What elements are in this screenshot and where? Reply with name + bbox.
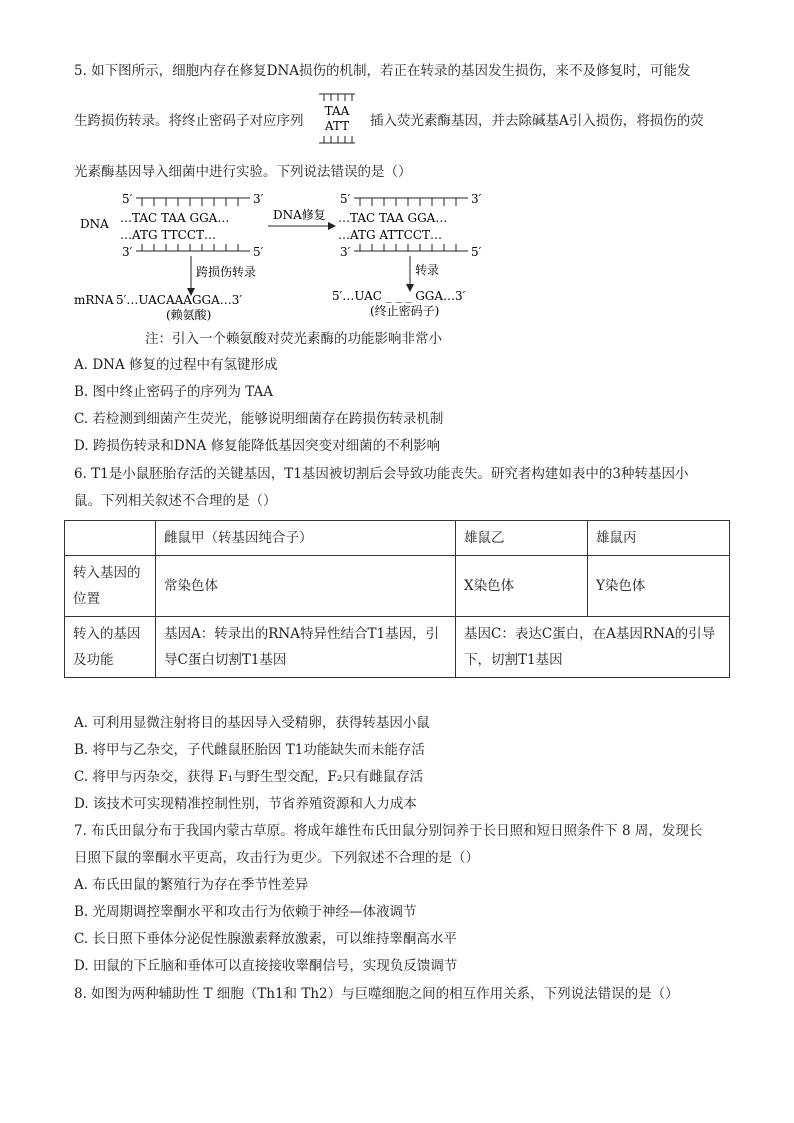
- q6-option-c[interactable]: C. 将甲与丙杂交，获得 F₁与野生型交配，F₂只有雌鼠存活: [74, 769, 424, 785]
- mrna-label: mRNA: [74, 293, 114, 307]
- seq-top: TAA: [324, 104, 350, 118]
- right-bot-5: 5′: [471, 245, 482, 259]
- dna-repair-diagram: [70, 188, 510, 348]
- q6-stem-line2: 鼠。下列相关叙述不合理的是（）: [74, 493, 277, 509]
- table-header-row: [65, 521, 730, 556]
- left-strand-2: …ATG TTCCT…: [120, 228, 217, 242]
- q6-stem-line1: 6. T1是小鼠胚胎存活的关键基因，T1基因被切割后会导致功能丧失。研究者构建如表中的3种转基因小: [74, 466, 689, 482]
- table-cell: 基因C：表达C蛋白，在A基因RNA的引导下，切割T1基因: [456, 617, 730, 678]
- table-cell: 雄鼠丙: [588, 521, 730, 556]
- table-cell: Y染色体: [588, 556, 730, 617]
- q7-option-b[interactable]: B. 光周期调控睾酮水平和攻击行为依赖于神经—体液调节: [74, 904, 417, 920]
- q7-stem-line2: 日照下鼠的睾酮水平更高，攻击行为更少。下列叙述不合理的是（）: [74, 850, 479, 866]
- q6-option-a[interactable]: A. 可利用显微注射将目的基因导入受精卵，获得转基因小鼠: [74, 715, 430, 731]
- transgenic-mice-table: [64, 520, 730, 678]
- left-down-label: 跨损伤转录: [196, 265, 257, 279]
- q7-option-a[interactable]: A. 布氏田鼠的繁殖行为存在季节性差异: [74, 877, 309, 893]
- q7-stem-line1: 7. 布氏田鼠分布于我国内蒙古草原。将成年雄性布氏田鼠分别饲养于长日照和短日照条件下 8 周，发现长: [74, 823, 703, 839]
- q5-stem-line3: 光素酶基因导入细菌中进行实验。下列说法错误的是（）: [74, 164, 412, 180]
- right-mrna-note: (终止密码子): [370, 304, 440, 318]
- left-top-3: 3′: [253, 192, 264, 206]
- right-top-3: 3′: [471, 192, 482, 206]
- left-mrna: 5′…UACAAAGGA…3′: [116, 293, 243, 307]
- table-cell: X染色体: [456, 556, 588, 617]
- left-strand-1: …TAC TAA GGA…: [120, 211, 230, 225]
- q6-option-b[interactable]: B. 将甲与乙杂交，子代雌鼠胚胎因 T1功能缺失而未能存活: [74, 742, 425, 758]
- right-bot-3: 3′: [340, 245, 351, 259]
- table-row: [65, 617, 730, 678]
- q5-option-b[interactable]: B. 图中终止密码子的序列为 TAA: [74, 384, 274, 400]
- q5-option-a[interactable]: A. DNA 修复的过程中有氢键形成: [74, 357, 278, 373]
- table-row: [65, 556, 730, 617]
- right-strand-2: …ATG ATTCCT…: [338, 228, 443, 242]
- left-bot-5: 5′: [253, 245, 264, 259]
- dna-label: DNA: [80, 217, 109, 231]
- repair-arrow-label: DNA修复: [273, 208, 326, 222]
- q5-stem-line2-b: 插入荧光素酶基因，并去除碱基A引入损伤，将损伤的荧: [370, 113, 704, 129]
- q7-option-c[interactable]: C. 长日照下垂体分泌促性腺激素释放激素，可以维持睾酮高水平: [74, 931, 457, 947]
- table-cell: 常染色体: [156, 556, 456, 617]
- stop-codon-sequence: [318, 93, 356, 145]
- q5-stem-line2-a: 生跨损伤转录。将终止密码子对应序列: [74, 113, 304, 129]
- right-top-5: 5′: [340, 192, 351, 206]
- q5-figure-note: 注：引入一个赖氨酸对荧光素酶的功能影响非常小: [145, 331, 442, 347]
- table-cell: 基因A：转录出的RNA特异性结合T1基因，引导C蛋白切割T1基因: [156, 617, 456, 678]
- table-cell: [65, 521, 156, 556]
- seq-bottom: ATT: [324, 119, 350, 133]
- q5-stem-line1: 5. 如下图所示，细胞内存在修复DNA损伤的机制，若正在转录的基因发生损伤，来不及修复时，可能发: [74, 63, 691, 79]
- table-cell: 雄鼠乙: [456, 521, 588, 556]
- right-mrna: 5′…UAC _ _ _ GGA…3′: [332, 289, 466, 303]
- table-cell: 转入基因的位置: [65, 556, 156, 617]
- q6-option-d[interactable]: D. 该技术可实现精准控制性别，节省养殖资源和人力成本: [74, 796, 417, 812]
- table-cell: 转入的基因及功能: [65, 617, 156, 678]
- left-bot-3: 3′: [122, 245, 133, 259]
- right-down-label: 转录: [415, 263, 440, 277]
- left-mrna-note: (赖氨酸): [166, 308, 212, 322]
- left-top-5: 5′: [122, 192, 133, 206]
- q8-stem-line1: 8. 如图为两种辅助性 T 细胞（Th1和 Th2）与巨噬细胞之间的相互作用关系，下列说法错误的是（）: [74, 986, 679, 1002]
- right-strand-1: …TAC TAA GGA…: [338, 211, 448, 225]
- q5-option-c[interactable]: C. 若检测到细菌产生荧光，能够说明细菌存在跨损伤转录机制: [74, 411, 444, 427]
- q7-option-d[interactable]: D. 田鼠的下丘脑和垂体可以直接接收睾酮信号，实现负反馈调节: [74, 958, 458, 974]
- q5-option-d[interactable]: D. 跨损伤转录和DNA 修复能降低基因突变对细菌的不利影响: [74, 438, 441, 454]
- table-cell: 雌鼠甲（转基因纯合子）: [156, 521, 456, 556]
